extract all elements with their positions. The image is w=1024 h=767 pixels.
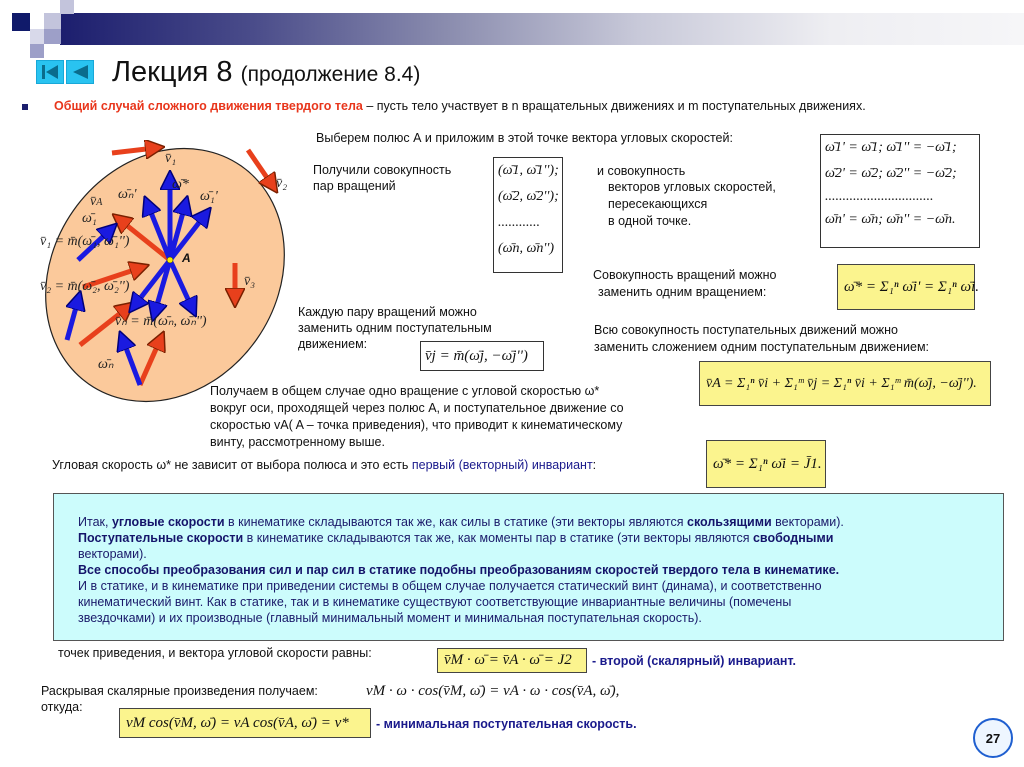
decor-square — [30, 44, 44, 58]
each-pair-text-1: Каждую пару вращений можно — [298, 305, 477, 319]
formula-line: ω̄n' = ω̄n; ω̄n'' = −ω̄n. — [825, 212, 956, 227]
invariant1-pre: Угловая скорость ω* не зависит от выбора полюса и это есть — [52, 458, 412, 472]
scalar-pre-text: точек приведения, и вектора угловой скорости равны: — [58, 646, 372, 660]
svg-text:v̄A: v̄A — [90, 194, 103, 209]
nav-first-button[interactable] — [36, 60, 64, 84]
vstar-formula: vM cos(v̄M, ω̄) = vA cos(v̄A, ω̄) = v* — [119, 708, 371, 738]
svg-text:v̄₂: v̄₂ — [276, 176, 288, 191]
got-pairs-text-1: Получили совокупность — [313, 163, 452, 177]
expand-text-1: Раскрывая скалярные произведения получаем: — [41, 684, 318, 698]
summary-line-6: кинематический винт. Как в статике, так и в кинематике существуют соответствующие инвариантные величины (помечены — [78, 595, 792, 609]
omega-star-formula: ω̄* = Σ₁ⁿ ω̄i' = Σ₁ⁿ ω̄i. — [837, 264, 975, 310]
page-number-badge: 27 — [973, 718, 1013, 758]
svg-text:ω̄ₙ: ω̄ₙ — [98, 357, 114, 372]
svg-text:v̄₁: v̄₁ — [165, 151, 177, 166]
invariant1-text — [52, 458, 596, 473]
svg-text:ω̄₁: ω̄₁ — [82, 211, 97, 226]
general-text-1: Получаем в общем случае одно вращение с угловой скоростью ω* — [210, 384, 600, 398]
and-set-text-4: в одной точке. — [608, 214, 692, 228]
summary-box — [53, 493, 1004, 641]
each-pair-text-3: движением: — [298, 337, 368, 351]
title-main: Лекция 8 — [112, 56, 233, 88]
vj-formula-box: v̄j = m̄(ω̄j, −ω̄j'') — [420, 341, 544, 371]
J2-formula: v̄M · ω̄ = v̄A · ω̄ = J2 — [437, 648, 587, 673]
formula-line: ............................... — [825, 189, 934, 204]
decor-square — [44, 13, 61, 30]
page-title — [112, 56, 420, 89]
skip-to-first-icon — [40, 63, 60, 81]
svg-text:ω̄*: ω̄* — [172, 177, 189, 192]
intro-rest: – пусть тело участвует в n вращательных движениях и m поступательных движениях. — [362, 99, 866, 113]
expand-formula: vM · ω · cos(v̄M, ω̄) = vA · ω · cos(v̄A, ω̄), — [366, 683, 620, 699]
vA-formula: v̄A = Σ₁ⁿ v̄i + Σ₁ᵐ v̄j = Σ₁ⁿ v̄i + Σ₁ᵐ m̄(ω̄j, −ω̄j''). — [699, 361, 991, 406]
title-subtitle: (продолжение 8.4) — [240, 63, 421, 86]
expand-text-2: откуда: — [41, 700, 83, 714]
summary-line-2: Поступательные скорости в кинематике складываются так же, как моменты пар в статике (эти векторы являются свободными — [78, 531, 834, 545]
previous-icon — [70, 63, 90, 81]
each-pair-text-2: заменить одним поступательным — [298, 321, 492, 335]
set-rotations-text-2: заменить одним вращением: — [598, 285, 767, 299]
summary-line-7: звездочками) и их производные (главный минимальный момент и минимальная поступательная скорость). — [78, 611, 702, 625]
and-set-text-3: пересекающихся — [608, 197, 708, 211]
pole-point — [167, 257, 173, 263]
decor-square — [60, 0, 74, 14]
intro-highlight: Общий случай сложного движения твердого тела — [54, 99, 363, 113]
formula-line: ω̄1' = ω̄1; ω̄1'' = −ω̄1; — [825, 140, 957, 155]
choose-pole-text: Выберем полюс А и приложим в этой точке вектора угловых скоростей: — [316, 131, 733, 145]
header-gradient-bar — [60, 13, 1024, 45]
summary-line-5: И в статике, и в кинематике при приведении системы в общем случае получается статический винт (динама), и соответственно — [78, 579, 822, 593]
scalar-invariant-text: - второй (скалярный) инвариант. — [592, 654, 796, 668]
svg-text:v̄₃: v̄₃ — [244, 274, 256, 289]
svg-text:v̄ₙ = m̄(ω̄ₙ, ω̄ₙ''): v̄ₙ = m̄(ω̄ₙ, ω̄ₙ'') — [115, 314, 207, 329]
formula-line: ............ — [498, 215, 540, 230]
invariant1-highlight: первый (векторный) инвариант — [411, 458, 593, 472]
pairs-formula-box — [493, 157, 563, 273]
invariant1-post: : — [592, 458, 597, 472]
general-text-3: скоростью vA( A – точка приведения), что приводит к кинематическому — [210, 418, 623, 432]
all-translations-text-1: Всю совокупность поступательных движений можно — [594, 323, 898, 337]
decor-square — [12, 13, 30, 31]
svg-text:ω̄ₙ': ω̄ₙ' — [118, 187, 137, 202]
summary-line-3: векторами). — [78, 547, 147, 561]
min-speed-text: - минимальная поступательная скорость. — [376, 717, 637, 731]
general-text-2: вокруг оси, проходящей через полюс A, и поступательное движение со — [210, 401, 624, 415]
general-text-4: винту, рассмотренному выше. — [210, 435, 385, 449]
formula-line: (ω̄1, ω̄1''); — [498, 163, 559, 178]
equalities-formula-box — [820, 134, 980, 248]
rigid-body-diagram — [30, 140, 300, 410]
summary-line-4: Все способы преобразования сил и пар сил в статике подобны преобразованиям скоростей твердого тела в кинематике. — [78, 563, 840, 577]
intro-text — [54, 99, 866, 113]
decor-square — [30, 29, 44, 44]
decor-square — [44, 29, 61, 44]
nav-previous-button[interactable] — [66, 60, 94, 84]
formula-line: ω̄2' = ω̄2; ω̄2'' = −ω̄2; — [825, 166, 957, 181]
svg-text:ω̄₁': ω̄₁' — [200, 189, 218, 204]
got-pairs-text-2: пар вращений — [313, 179, 396, 193]
bullet-marker — [22, 104, 28, 110]
formula-line: (ω̄2, ω̄2''); — [498, 189, 559, 204]
svg-text:v̄₂ = m̄(ω̄₂, ω̄₂''): v̄₂ = m̄(ω̄₂, ω̄₂'') — [40, 279, 130, 294]
and-set-text-2: векторов угловых скоростей, — [608, 180, 776, 194]
J1-formula: ω̄* = Σ₁ⁿ ω̄i = J̄1. — [706, 440, 826, 488]
set-rotations-text-1: Совокупность вращений можно — [593, 268, 777, 282]
and-set-text-1: и совокупность — [597, 164, 686, 178]
formula-line: (ω̄n, ω̄n'') — [498, 241, 555, 256]
svg-text:A: A — [182, 251, 191, 265]
svg-text:v̄₁ = m̄(ω̄₁, ω̄₁''): v̄₁ = m̄(ω̄₁, ω̄₁'') — [40, 234, 130, 249]
all-translations-text-2: заменить сложением одним поступательным движением: — [594, 340, 930, 354]
summary-line-1: Итак, угловые скорости в кинематике складываются так же, как силы в статике (эти векторы являются скользящими векторами). — [78, 515, 844, 529]
